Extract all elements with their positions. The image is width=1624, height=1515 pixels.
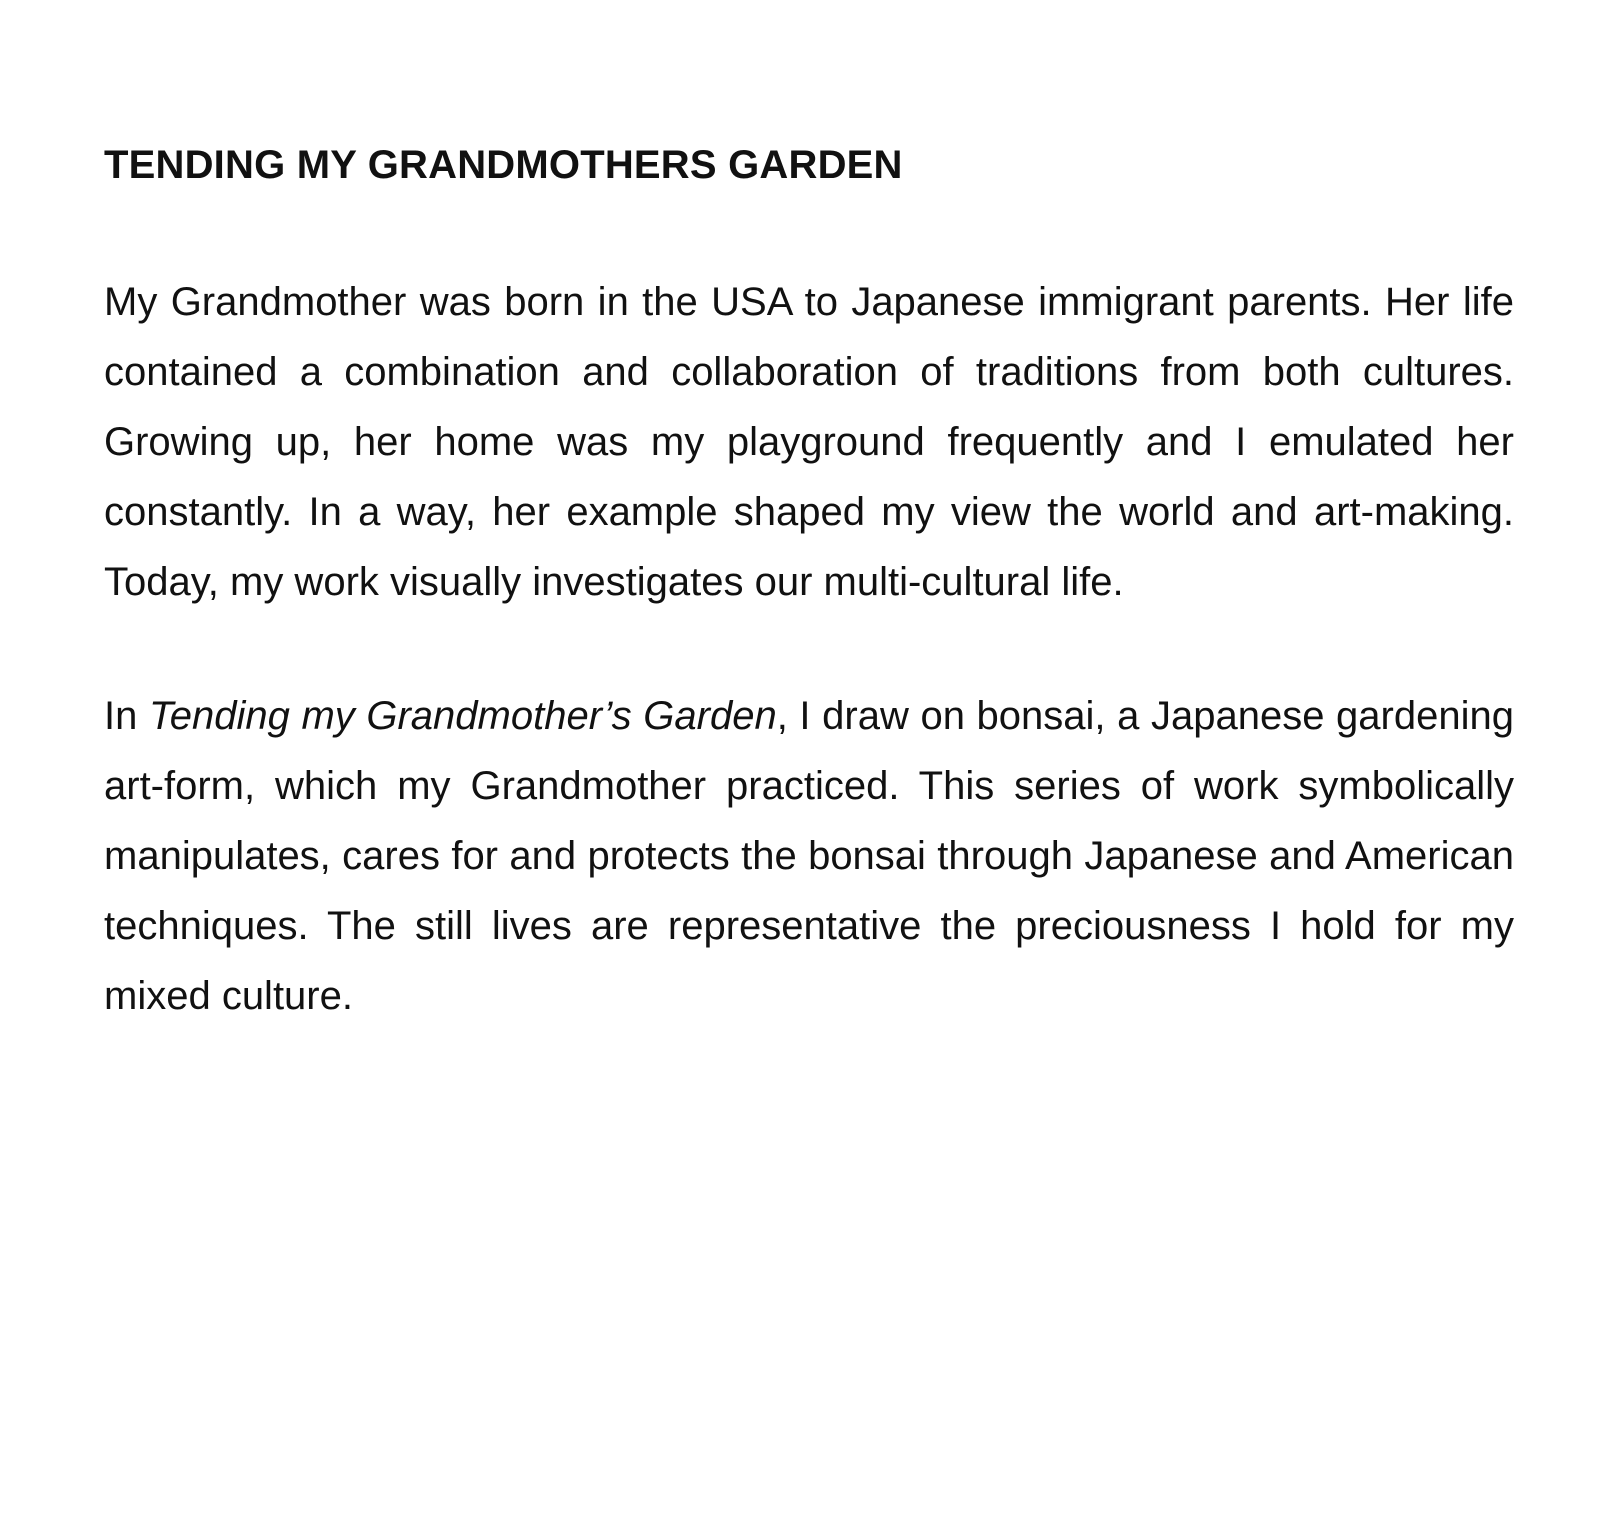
paragraph-1: My Grandmother was born in the USA to Japanese immigrant parents. Her life contained a combination and collaboration of traditions from both cultures. Growing up, her home was my playground frequently and I emulated her constantly. In a way, her example shaped my view the world and art-making. Today, my work visually investigates our multi-cultural life. [104, 280, 1514, 604]
paragraph-2-lead: In [104, 694, 149, 738]
artwork-series-title: Tending my Grandmother’s Garden [148, 694, 777, 738]
paragraph-2 [104, 681, 1514, 1031]
document-title: TENDING MY GRANDMOTHERS GARDEN [104, 143, 903, 187]
document-body [104, 140, 1514, 1095]
paragraph-2-rest: , I draw on bonsai, a Japanese gardening art-form, which my Grandmother practiced. This series of work symbolically manipulates, cares for and protects the bonsai through Japanese and American techniques. The still lives are representative the preciousness I hold for my mixed culture. [104, 694, 1514, 1018]
